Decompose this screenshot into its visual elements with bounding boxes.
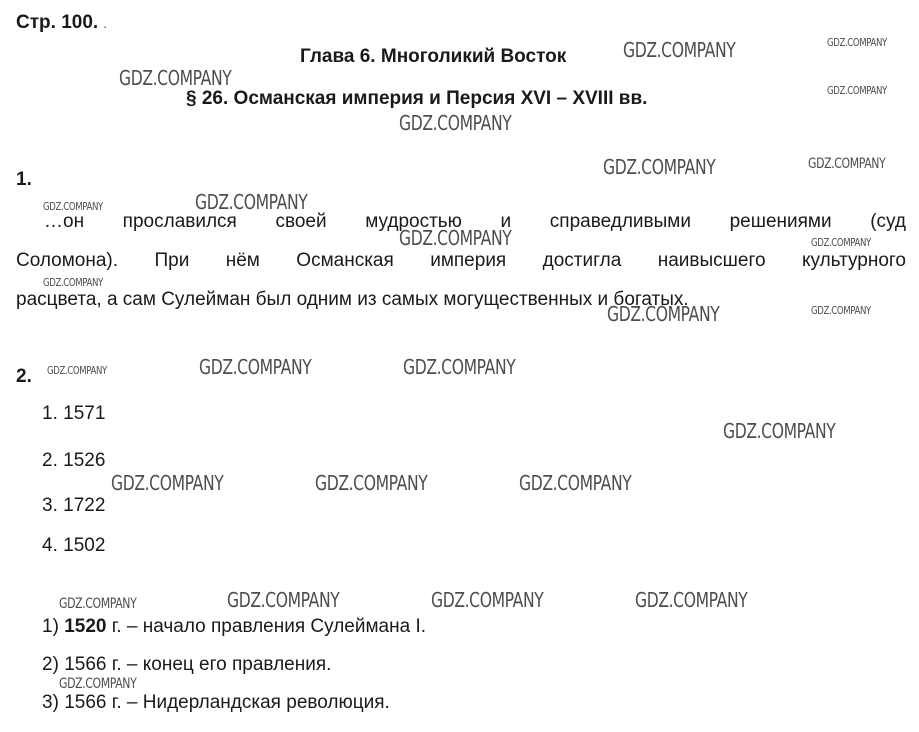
watermark: GDZ.COMPANY [827,84,887,97]
event-line-3: 3) 1566 г. – Нидерландская революция. [42,692,390,713]
page-number: Стр. 100. . [16,12,107,33]
list-item: 1. 1571 [42,403,106,424]
section-title: § 26. Османская империя и Персия XVI – XVIII вв. [186,88,648,109]
watermark: GDZ.COMPANY [59,596,137,612]
watermark: GDZ.COMPANY [399,111,512,135]
watermark: GDZ.COMPANY [43,200,103,213]
task-1-number: 1. [16,169,32,190]
watermark: GDZ.COMPANY [623,38,736,62]
task-2-number: 2. [16,366,32,387]
list-item: 4. 1502 [42,535,106,556]
watermark: GDZ.COMPANY [47,364,107,377]
watermark: GDZ.COMPANY [43,276,103,289]
answer-line-3: расцвета, а сам Сулейман был одним из самых могущественных и богатых. [16,289,689,310]
watermark: GDZ.COMPANY [119,66,232,90]
event-line-2: 2) 1566 г. – конец его правления. [42,654,332,675]
watermark: GDZ.COMPANY [635,588,748,612]
watermark: GDZ.COMPANY [431,588,544,612]
watermark: GDZ.COMPANY [808,156,886,172]
watermark: GDZ.COMPANY [199,355,312,379]
chapter-title: Глава 6. Многоликий Восток [300,46,567,67]
watermark: GDZ.COMPANY [195,190,308,214]
answer-line-1: …он прославился своей мудростью и справедливыми решениями (суд [44,211,906,232]
watermark: GDZ.COMPANY [827,36,887,49]
watermark: GDZ.COMPANY [607,302,720,326]
watermark: GDZ.COMPANY [227,588,340,612]
watermark: GDZ.COMPANY [111,471,224,495]
event-line-1: 1) 1520 г. – начало правления Сулеймана I. [42,616,427,637]
watermark: GDZ.COMPANY [59,676,137,692]
watermark: GDZ.COMPANY [399,226,512,250]
watermark: GDZ.COMPANY [723,419,836,443]
watermark: GDZ.COMPANY [403,355,516,379]
watermark: GDZ.COMPANY [811,304,871,317]
watermark: GDZ.COMPANY [519,471,632,495]
watermark: GDZ.COMPANY [603,155,716,179]
answer-line-2: Соломона). При нём Османская империя достигла наивысшего культурного [16,250,906,271]
task-1-answer [16,202,906,319]
list-item: 3. 1722 [42,495,106,516]
page-mark: . [103,17,107,31]
watermark: GDZ.COMPANY [811,236,871,249]
watermark: GDZ.COMPANY [315,471,428,495]
list-item: 2. 1526 [42,450,106,471]
event-year: 1520 [64,616,107,637]
